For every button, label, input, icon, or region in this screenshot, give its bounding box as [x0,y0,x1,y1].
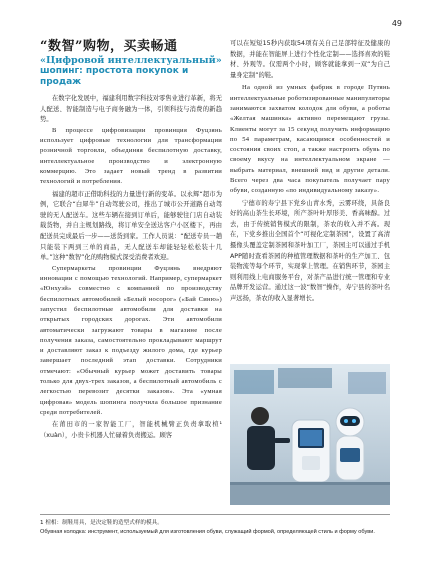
title-russian-line1: «Цифровой интеллектуальный» [40,55,222,66]
right-column [230,39,390,305]
footnote-divider [40,514,390,515]
paragraph-ru: На одной из умных фабрик в городе Путянь интеллектуальные роботизированные манипуляторы занимаются захватом колодок для обуви, а роботы «Желтая машинка» активно перемещают грузы. Клиенты могут за 15 секунд получить информацию по 54 параметрам, касающимся особенностей и состояния своих стоп, а также настроить обувь по своему вкусу на интеллектуальном экране — выбрать материал, внешний вид и другие детали. Всего через два часа покупатель получает пару обуви, созданную «по индивидуальному заказу». [230,84,390,195]
left-column [40,39,222,441]
robot-kiosk-photo [230,364,390,505]
footnote-ru: Обувная колодка: инструмент, используемый для изготовления обуви, служащий формой, определяющей стиль и форму обуви. [40,529,375,535]
paragraph-cn: 在数字化发展中，福建利用数字科技对零售业进行革新，将无人配送、智能制造与电子商务融为一体，引领科技与消费的新趋势。 [40,95,223,124]
title-russian-line2: шопинг: простота покупок и продаж [40,66,189,87]
title-chinese: “数智”购物，买卖畅通 [40,39,178,54]
paragraph-cn: 宁德市的寿宁县下党乡山青水秀，云雾环绕，具备良好的高山茶生长环境，所产茶叶叶厚形美、香高味醇。过去，由于传统销售模式的限制，茶农的收入并不高。现在，下党乡推出全国首个“可视化定制茶园”，设置了高清摄像头覆盖定制茶园和茶叶加工厂，茶园主可以通过手机APP随时查看茶园的种植管理数据和茶叶的生产加工、包装物流等每个环节，实现掌上管理。在销售环节，茶园主则利用线上电商服务平台，对茶产品进行统一管理和专业品牌开发运营。通过这一波“数智”操作，寿宁县的茶叶名声远扬，茶农的收入显著增长。 [230,199,390,302]
photo-illustration [230,364,390,505]
paragraph-ru: Супермаркеты провинции Фуцзянь внедряют инновации с помощью технологий. Например, супермаркет «Юнхуэй» совместно с компанией по производству беспилотных автомобилей «Белый носорог» («Бай Синю») запустил беспилотные автомобили для доставки на открытых городских дорогах. Эти автомобили автоматически загружают товары в магазине после получения заказа, самостоятельно прокладывают маршрут и доставляют заказ к подъезду жилого дома, где курьер завершает последний этап доставки. Сотрудники отмечают: «Обычный курьер может доставить товары только для двух-трех заказов, а беспилотный автомобиль с легкостью перевозит десятки заказов». Эта «умная цифровая» модель шопинга получила большое признание среди потребителей. [40,264,222,416]
paragraph-cn: 在莆田市的一家智能工厂，智能机械臂正负责拿取楦¹（xuàn），小贵卡机器人忙碌着负责搬运。顾客 [40,421,222,439]
page-number: 49 [391,19,402,28]
footnote-cn: 1 楦相：制鞋用具，是决定鞋的造型式样的模具。 [40,520,163,526]
paragraph-cn-continued: 可以在短短15秒内获取54项有关自己足部特征及健康的数据，并能在智能屏上进行个性化定制——选择喜欢的鞋材、外观等。仅需两个小时，顾客就能拿到一双“为自己量身定制”的鞋。 [230,40,390,79]
paragraph-ru: В процессе цифровизации провинция Фуцзянь использует цифровые технологии для трансформации розничной торговли, объединяя беспилотную доставку, интеллектуальное производство и электронную коммерцию. Это задает новый тренд в развитии технологий и потребления. [40,126,222,186]
paragraph-cn: 福建的超市正借助科技的力量进行新的变革。以永辉“超市为例，它联合“白犀牛”自动驾驶公司，推出了城市公开道路自动驾驶的无人配送车。这些车辆在接到订单后，能够驶往门店自动装载货物，并自主规划路线，将订单安全送达客户小区楼下，再由配送员完成最后一步——送货到家。工作人员说：“配送专员一趟只能装下两到三单的商品，无人配送车却能轻轻松松装十几单。”这种“数智”化的购物模式深受消费者欢迎。 [40,190,222,262]
footnote [40,519,390,536]
